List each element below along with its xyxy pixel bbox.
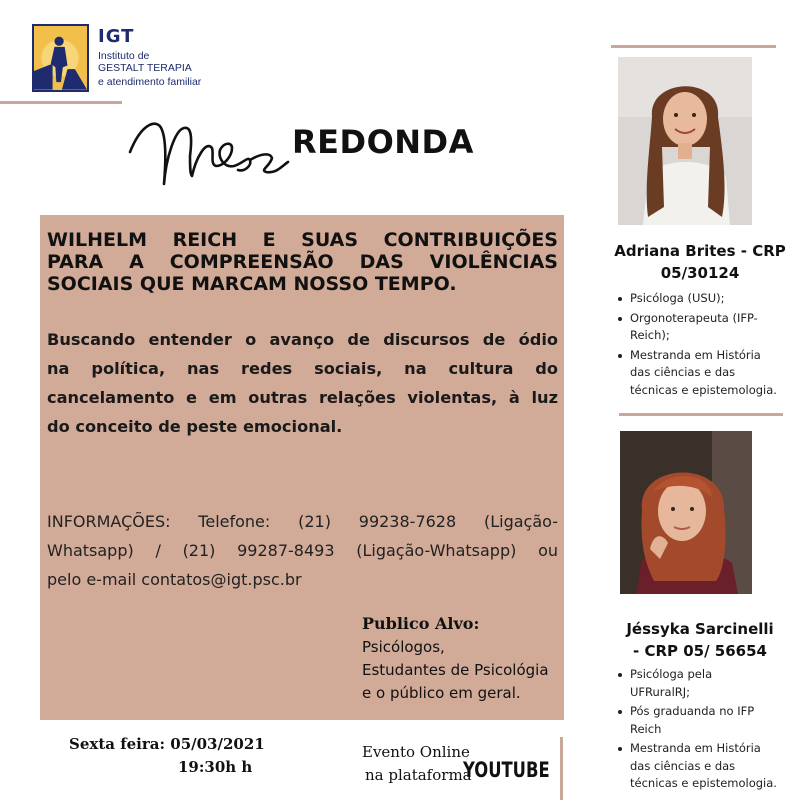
list-item — [617, 740, 797, 793]
list-item-text: das ciências e das — [630, 365, 736, 379]
panel-title — [47, 229, 558, 295]
igt-logo-emblem — [32, 24, 89, 92]
list-item — [617, 310, 797, 345]
panel-description — [47, 325, 558, 441]
speaker-name-line: Adriana Brites - CRP — [614, 242, 786, 260]
speaker-name-jessyka — [600, 618, 800, 662]
speaker-name-line: 05/30124 — [660, 264, 740, 282]
speaker-credentials-adriana — [617, 290, 797, 401]
heading-title: REDONDA — [292, 123, 474, 161]
list-item-text: Pós graduanda no IFP — [630, 704, 755, 718]
list-item-text: técnicas e epistemologia. — [630, 382, 777, 397]
gestalt-figure-icon — [34, 26, 87, 90]
list-item — [617, 290, 797, 308]
event-time: 19:30h h — [178, 758, 253, 776]
contact-info-line: pelo e-mail contatos@igt.psc.br — [47, 570, 302, 589]
speaker-name-line: - CRP 05/ 56654 — [633, 642, 767, 660]
divider-left — [0, 101, 122, 104]
heading-script-mesa — [120, 100, 295, 195]
contact-info-line: Whatsapp) / (21) 99287-8493 (Ligação-Whatsapp) ou — [47, 541, 558, 560]
speaker-photo-jessyka — [620, 431, 752, 594]
list-item-text: das ciências e das — [630, 758, 736, 773]
panel-title-line: SOCIAIS QUE MARCAM NOSSO TEMPO. — [47, 273, 457, 295]
audience-title: Publico Alvo: — [362, 614, 480, 633]
panel-description-line: Buscando entender o avanço de discursos de ódio — [47, 330, 558, 349]
list-item-text: UFRuralRJ; — [630, 684, 691, 699]
portrait-icon — [618, 57, 752, 225]
event-platform-name: YOUTUBE — [463, 758, 550, 782]
panel-description-line: cancelamento e em outras relações violentas, à luz — [47, 388, 558, 407]
speaker-name-line: Jéssyka Sarcinelli — [626, 620, 774, 638]
panel-description-line: na política, nas redes sociais, na cultura do — [47, 359, 558, 378]
list-item-text: Orgonoterapeuta (IFP- — [630, 310, 758, 325]
list-item-text: Mestranda em História — [630, 347, 761, 362]
audience-line: e o público em geral. — [362, 684, 521, 702]
event-date: Sexta feira: 05/03/2021 — [69, 735, 265, 753]
divider-right-mid — [619, 413, 783, 416]
speaker-photo-adriana — [618, 57, 752, 225]
list-item-text: Reich — [630, 721, 662, 736]
list-item-text: Psicóloga (USU); — [630, 291, 725, 305]
audience-line: Psicólogos, — [362, 638, 445, 656]
list-item-text: Mestranda em História — [630, 741, 761, 755]
logo-line-3: e atendimento familiar — [98, 76, 202, 88]
contact-info-line: INFORMAÇÕES: Telefone: (21) 99238-7628 (Ligação- — [47, 512, 558, 531]
portrait-icon — [620, 431, 752, 594]
panel-description-line: do conceito de peste emocional. — [47, 417, 343, 436]
panel-title-line: PARA A COMPREENSÃO DAS VIOLÊNCIAS — [47, 251, 558, 273]
audience-line: Estudantes de Psicológia — [362, 661, 549, 679]
list-item — [617, 703, 797, 738]
panel-title-line: WILHELM REICH E SUAS CONTRIBUIÇÕES — [47, 229, 558, 251]
contact-info — [47, 507, 558, 594]
list-item-text: Reich); — [630, 328, 670, 342]
speaker-name-adriana — [600, 240, 800, 284]
list-item-text: Psicóloga pela — [630, 667, 713, 681]
logo-line-1: Instituto de — [98, 50, 150, 62]
divider-right-top — [611, 45, 776, 48]
logo-igt-text: IGT — [98, 26, 135, 47]
list-item — [617, 666, 797, 701]
logo-line-2: GESTALT TERAPIA — [98, 62, 192, 74]
event-online-label: Evento Online — [362, 743, 470, 761]
divider-vertical — [560, 737, 563, 800]
event-platform-prefix: na plataforma — [365, 766, 472, 784]
speaker-credentials-jessyka — [617, 666, 797, 795]
list-item — [617, 347, 797, 400]
list-item-text: técnicas e epistemologia. — [630, 776, 777, 790]
